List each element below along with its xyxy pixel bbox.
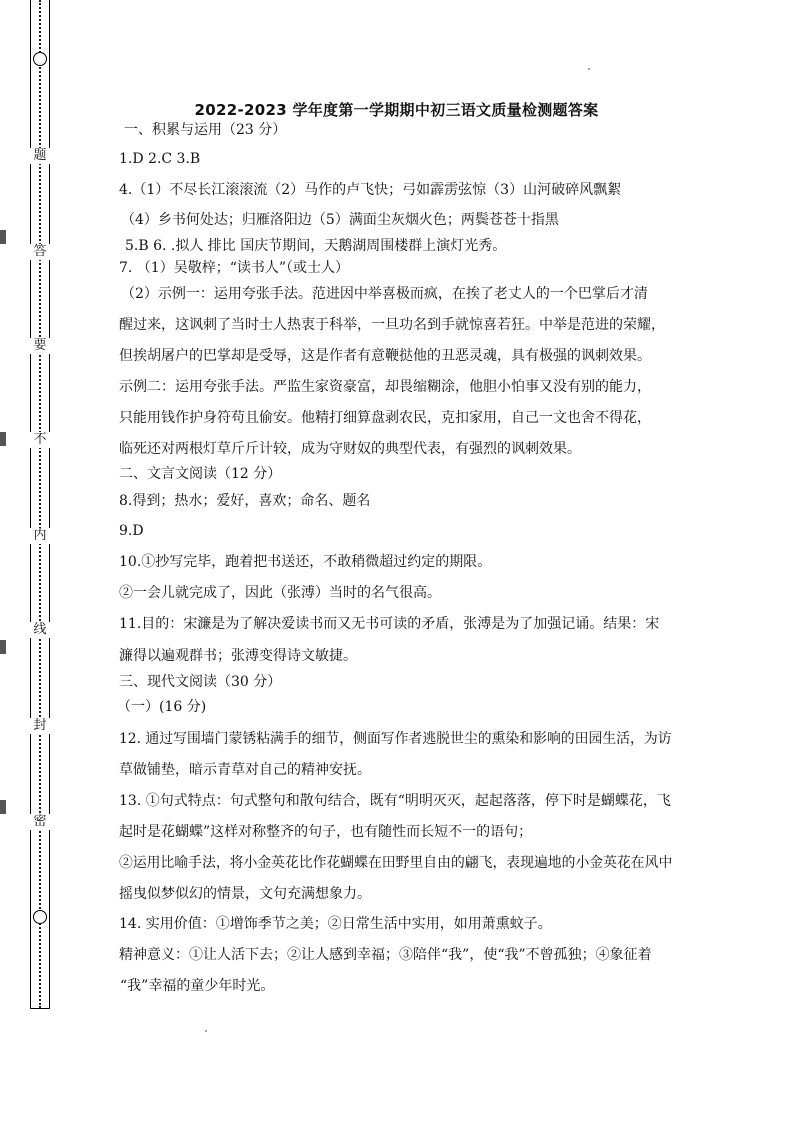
answer-line: 只能用钱作护身符苟且偷安。他精打细算盘剥农民，克扣家用，自己一文也舍不得花， bbox=[119, 410, 651, 426]
binding-char: 不 bbox=[30, 432, 50, 448]
answer-line: 摇曳似梦似幻的情景，文句充满想象力。 bbox=[119, 886, 371, 902]
answer-line: 11.目的：宋濂是为了解决爱读书而又无书可读的矛盾，张溥是为了加强记诵。结果：宋 bbox=[119, 616, 660, 632]
answer-line: 8.得到；热水；爱好，喜欢；命名、题名 bbox=[119, 493, 371, 509]
section-heading: 一、积累与运用（23 分） bbox=[124, 122, 287, 138]
binding-char: 要 bbox=[30, 338, 50, 354]
answer-line: “我”幸福的童少年时光。 bbox=[120, 978, 275, 994]
binding-char: 线 bbox=[30, 622, 50, 638]
answer-line: 醒过来，这讽刺了当时士人热衷于科举，一旦功名到手就惊喜若狂。中举是范进的荣耀， bbox=[119, 317, 665, 333]
binding-char: 密 bbox=[30, 814, 50, 830]
answer-line: 10.①抄写完毕，跑着把书送还，不敢稍微超过约定的期限。 bbox=[119, 554, 492, 570]
answer-line: 精神意义：①让人活下去；②让人感到幸福；③陪伴“我”，使“我”不曾孤独；④象征着 bbox=[119, 947, 652, 963]
scan-speck bbox=[205, 1030, 207, 1032]
binding-char: 封 bbox=[30, 718, 50, 734]
answer-line: 4.（1）不尽长江滚滚流（2）马作的卢飞快；弓如霹雳弦惊（3）山河破碎风飘絮 bbox=[119, 182, 622, 198]
answer-line: 示例二：运用夸张手法。严监生家资豪富，却畏缩糊涂，他胆小怕事又没有别的能力， bbox=[119, 379, 651, 395]
scan-speck bbox=[588, 68, 590, 70]
answer-line: 5.B 6. .拟人 排比 国庆节期间，天鹅湖周围楼群上演灯光秀。 bbox=[125, 238, 507, 254]
answer-line: 9.D bbox=[119, 523, 144, 539]
scan-edge-mark bbox=[0, 230, 6, 244]
answer-line: 但挨胡屠户的巴掌却是受辱，这是作者有意鞭挞他的丑恶灵魂，具有极强的讽刺效果。 bbox=[119, 348, 651, 364]
binding-circle-top bbox=[33, 52, 47, 66]
answer-line: ②运用比喻手法，将小金英花比作花蝴蝶在田野里自由的翩飞，表现遍地的小金英花在风中 bbox=[119, 855, 673, 871]
answer-line: 起时是花蝴蝶”这样对称整齐的句子，也有随性而长短不一的语句； bbox=[119, 824, 533, 840]
binding-char: 题 bbox=[30, 148, 50, 164]
answer-line: 1.D 2.C 3.B bbox=[119, 151, 201, 167]
binding-char: 内 bbox=[30, 528, 50, 544]
answer-line: ②一会儿就完成了，因此（张溥）当时的名气很高。 bbox=[119, 585, 441, 601]
answer-line: 7. （1）吴敬梓；“读书人”（或士人） bbox=[119, 260, 350, 276]
answer-line: 14. 实用价值：①增饰季节之美；②日常生活中实用，如用萧熏蚊子。 bbox=[119, 916, 552, 932]
answer-line: （2）示例一：运用夸张手法。范进因中举喜极而疯，在挨了老丈人的一个巴掌后才清 bbox=[121, 286, 648, 302]
scan-edge-mark bbox=[0, 640, 6, 654]
answer-line: 临死还对两根灯草斤斤计较，成为守财奴的典型代表，有强烈的讽刺效果。 bbox=[119, 441, 581, 457]
page-title: 2022-2023 学年度第一学期期中初三语文质量检测题答案 bbox=[194, 101, 599, 119]
answer-line: 13. ①句式特点：句式整句和散句结合，既有“明明灭灭，起起落落，停下时是蝴蝶花，飞 bbox=[119, 793, 671, 809]
subsection-heading: （一）(16 分) bbox=[117, 699, 207, 715]
binding-char: 答 bbox=[30, 244, 50, 260]
section-heading: 三、现代文阅读（30 分） bbox=[119, 674, 282, 690]
scan-edge-mark bbox=[0, 800, 6, 814]
answer-line: 12. 通过写围墙门蒙锈粘满手的细节，侧面写作者逃脱世尘的熏染和影响的田园生活，为访 bbox=[119, 731, 672, 747]
answer-line: （4）乡书何处达；归雁洛阳边（5）满面尘灰烟火色；两鬓苍苍十指黑 bbox=[121, 212, 559, 228]
binding-margin bbox=[30, 0, 50, 1009]
section-heading: 二、文言文阅读（12 分） bbox=[119, 466, 282, 482]
answer-line: 草做铺垫，暗示青草对自己的精神安抚。 bbox=[119, 762, 371, 778]
scan-edge-mark bbox=[0, 432, 6, 446]
binding-circle-bottom bbox=[33, 910, 47, 924]
answer-line: 濂得以遍观群书；张溥变得诗文敏捷。 bbox=[119, 648, 357, 664]
